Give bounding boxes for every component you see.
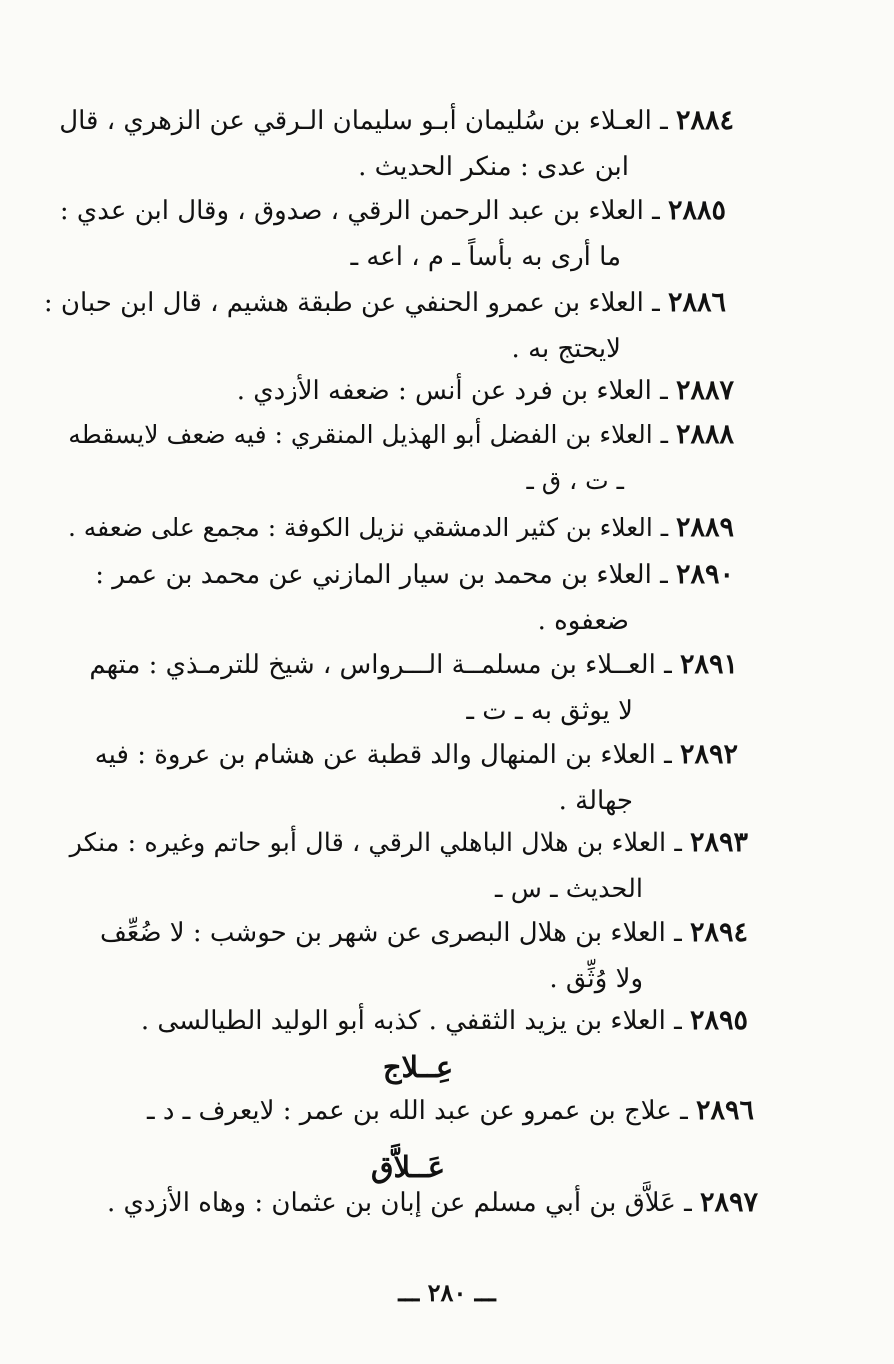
entry-text: العلاء بن فرد عن أنس : ضعفه الأزدي . bbox=[236, 376, 652, 406]
entry-continuation: جهالة . bbox=[558, 786, 633, 816]
entry-2893: ٢٨٩٣ ـ العلاء بن هلال الباهلي الرقي ، قال أبو حاتم وغيره : منكر الحديث ـ س ـ bbox=[70, 820, 748, 866]
entry-2885: ٢٨٨٥ ـ العلاء بن عبد الرحمن الرقي ، صدوق ، وقال ابن عدي : ما أرى به بأساً ـ م ، اعه ـ bbox=[86, 188, 726, 234]
entry-number: ٢٨٩٢ bbox=[679, 739, 738, 770]
entry-text: العلاء بن يزيد الثقفي . كذبه أبو الوليد الطيالسى . bbox=[140, 1006, 666, 1036]
entry-text: العلاء بن كثير الدمشقي نزيل الكوفة : مجمع على ضعفه . bbox=[67, 513, 653, 542]
entry-2891: ٢٨٩١ ـ العــلاء بن مسلمــة الـــرواس ، شيخ للترمـذي : متهم لا يوثق به ـ ت ـ bbox=[89, 642, 738, 688]
entry-number: ٢٨٩٧ bbox=[699, 1187, 758, 1218]
entry-number: ٢٨٨٥ bbox=[667, 195, 726, 226]
entry-text: العلاء بن هلال الباهلي الرقي ، قال أبو حاتم وغيره : منكر bbox=[69, 828, 667, 858]
entry-2894: ٢٨٩٤ ـ العلاء بن هلال البصرى عن شهر بن حوشب : لا ضُعِّف ولا وُثِّق . bbox=[100, 910, 748, 956]
entry-continuation: ضعفوه . bbox=[537, 606, 629, 636]
entry-number: ٢٨٨٤ bbox=[675, 105, 734, 136]
entry-text: العلاء بن عبد الرحمن الرقي ، صدوق ، وقال ابن عدي : bbox=[59, 196, 644, 226]
entry-continuation: ما أرى به بأساً ـ م ، اعه ـ bbox=[350, 242, 621, 272]
entry-text: العـلاء بن سُليمان أبـو سليمان الـرقي عن الزهري ، قال bbox=[59, 106, 652, 136]
entry-text: العلاء بن الفضل أبو الهذيل المنقري : فيه ضعف لايسقطه bbox=[68, 420, 653, 449]
entry-number: ٢٨٨٦ bbox=[667, 287, 726, 318]
entry-2887: ٢٨٨٧ ـ العلاء بن فرد عن أنس : ضعفه الأزدي . bbox=[236, 375, 734, 406]
entry-2895: ٢٨٩٥ ـ العلاء بن يزيد الثقفي . كذبه أبو الوليد الطيالسى . bbox=[140, 1005, 748, 1036]
entry-number: ٢٨٨٧ bbox=[675, 375, 734, 406]
entry-2896: ٢٨٩٦ ـ علاج بن عمرو عن عبد الله بن عمر : لايعرف ـ د ـ bbox=[146, 1095, 754, 1126]
entry-text: عَلاَّق بن أبي مسلم عن إبان بن عثمان : وهاه الأزدي . bbox=[106, 1188, 676, 1218]
entry-2897: ٢٨٩٧ ـ عَلاَّق بن أبي مسلم عن إبان بن عثمان : وهاه الأزدي . bbox=[106, 1187, 758, 1218]
entry-number: ٢٨٩٥ bbox=[689, 1005, 748, 1036]
entry-number: ٢٨٩١ bbox=[679, 649, 738, 680]
entry-2889: ٢٨٨٩ ـ العلاء بن كثير الدمشقي نزيل الكوفة : مجمع على ضعفه . bbox=[67, 512, 734, 543]
entry-continuation: ولا وُثِّق . bbox=[549, 964, 643, 994]
entry-2884: ٢٨٨٤ ـ العـلاء بن سُليمان أبـو سليمان الـرقي عن الزهري ، قال ابن عدى : منكر الحديث . bbox=[84, 98, 734, 144]
section-heading: عَــلاَّق bbox=[370, 1150, 446, 1184]
entry-continuation: لايحتج به . bbox=[511, 334, 621, 364]
entry-continuation: لا يوثق به ـ ت ـ bbox=[466, 696, 633, 726]
entry-continuation: ـ ت ، ق ـ bbox=[526, 466, 624, 495]
entry-text: العــلاء بن مسلمــة الـــرواس ، شيخ للترمـذي : متهم bbox=[89, 650, 656, 680]
entry-text: العلاء بن عمرو الحنفي عن طبقة هشيم ، قال ابن حبان : bbox=[43, 288, 644, 318]
entry-continuation: ابن عدى : منكر الحديث . bbox=[358, 152, 629, 182]
entry-number: ٢٨٩٣ bbox=[689, 827, 748, 858]
entry-2892: ٢٨٩٢ ـ العلاء بن المنهال والد قطبة عن هشام بن عروة : فيه جهالة . bbox=[95, 732, 738, 778]
entry-2886: ٢٨٨٦ ـ العلاء بن عمرو الحنفي عن طبقة هشيم ، قال ابن حبان : لايحتج به . bbox=[86, 280, 726, 326]
page-number: ـــ ٢٨٠ ـــ bbox=[398, 1278, 496, 1307]
entry-text: العلاء بن محمد بن سيار المازني عن محمد بن عمر : bbox=[95, 560, 652, 590]
entry-continuation: الحديث ـ س ـ bbox=[495, 874, 643, 904]
entry-2890: ٢٨٩٠ ـ العلاء بن محمد بن سيار المازني عن محمد بن عمر : ضعفوه . bbox=[95, 552, 734, 598]
entry-text: علاج بن عمرو عن عبد الله بن عمر : لايعرف ـ د ـ bbox=[146, 1096, 672, 1126]
entry-number: ٢٨٩٠ bbox=[675, 559, 734, 590]
entry-text: العلاء بن المنهال والد قطبة عن هشام بن عروة : فيه bbox=[94, 740, 656, 770]
entry-2888: ٢٨٨٨ ـ العلاء بن الفضل أبو الهذيل المنقري : فيه ضعف لايسقطه ـ ت ، ق ـ bbox=[68, 412, 734, 458]
entry-number: ٢٨٩٦ bbox=[695, 1095, 754, 1126]
entry-text: العلاء بن هلال البصرى عن شهر بن حوشب : لا ضُعِّف bbox=[99, 918, 666, 948]
entry-number: ٢٨٨٩ bbox=[675, 512, 734, 543]
section-heading: عِــلاج bbox=[382, 1050, 454, 1084]
entry-number: ٢٨٩٤ bbox=[689, 917, 748, 948]
entry-number: ٢٨٨٨ bbox=[675, 419, 734, 450]
